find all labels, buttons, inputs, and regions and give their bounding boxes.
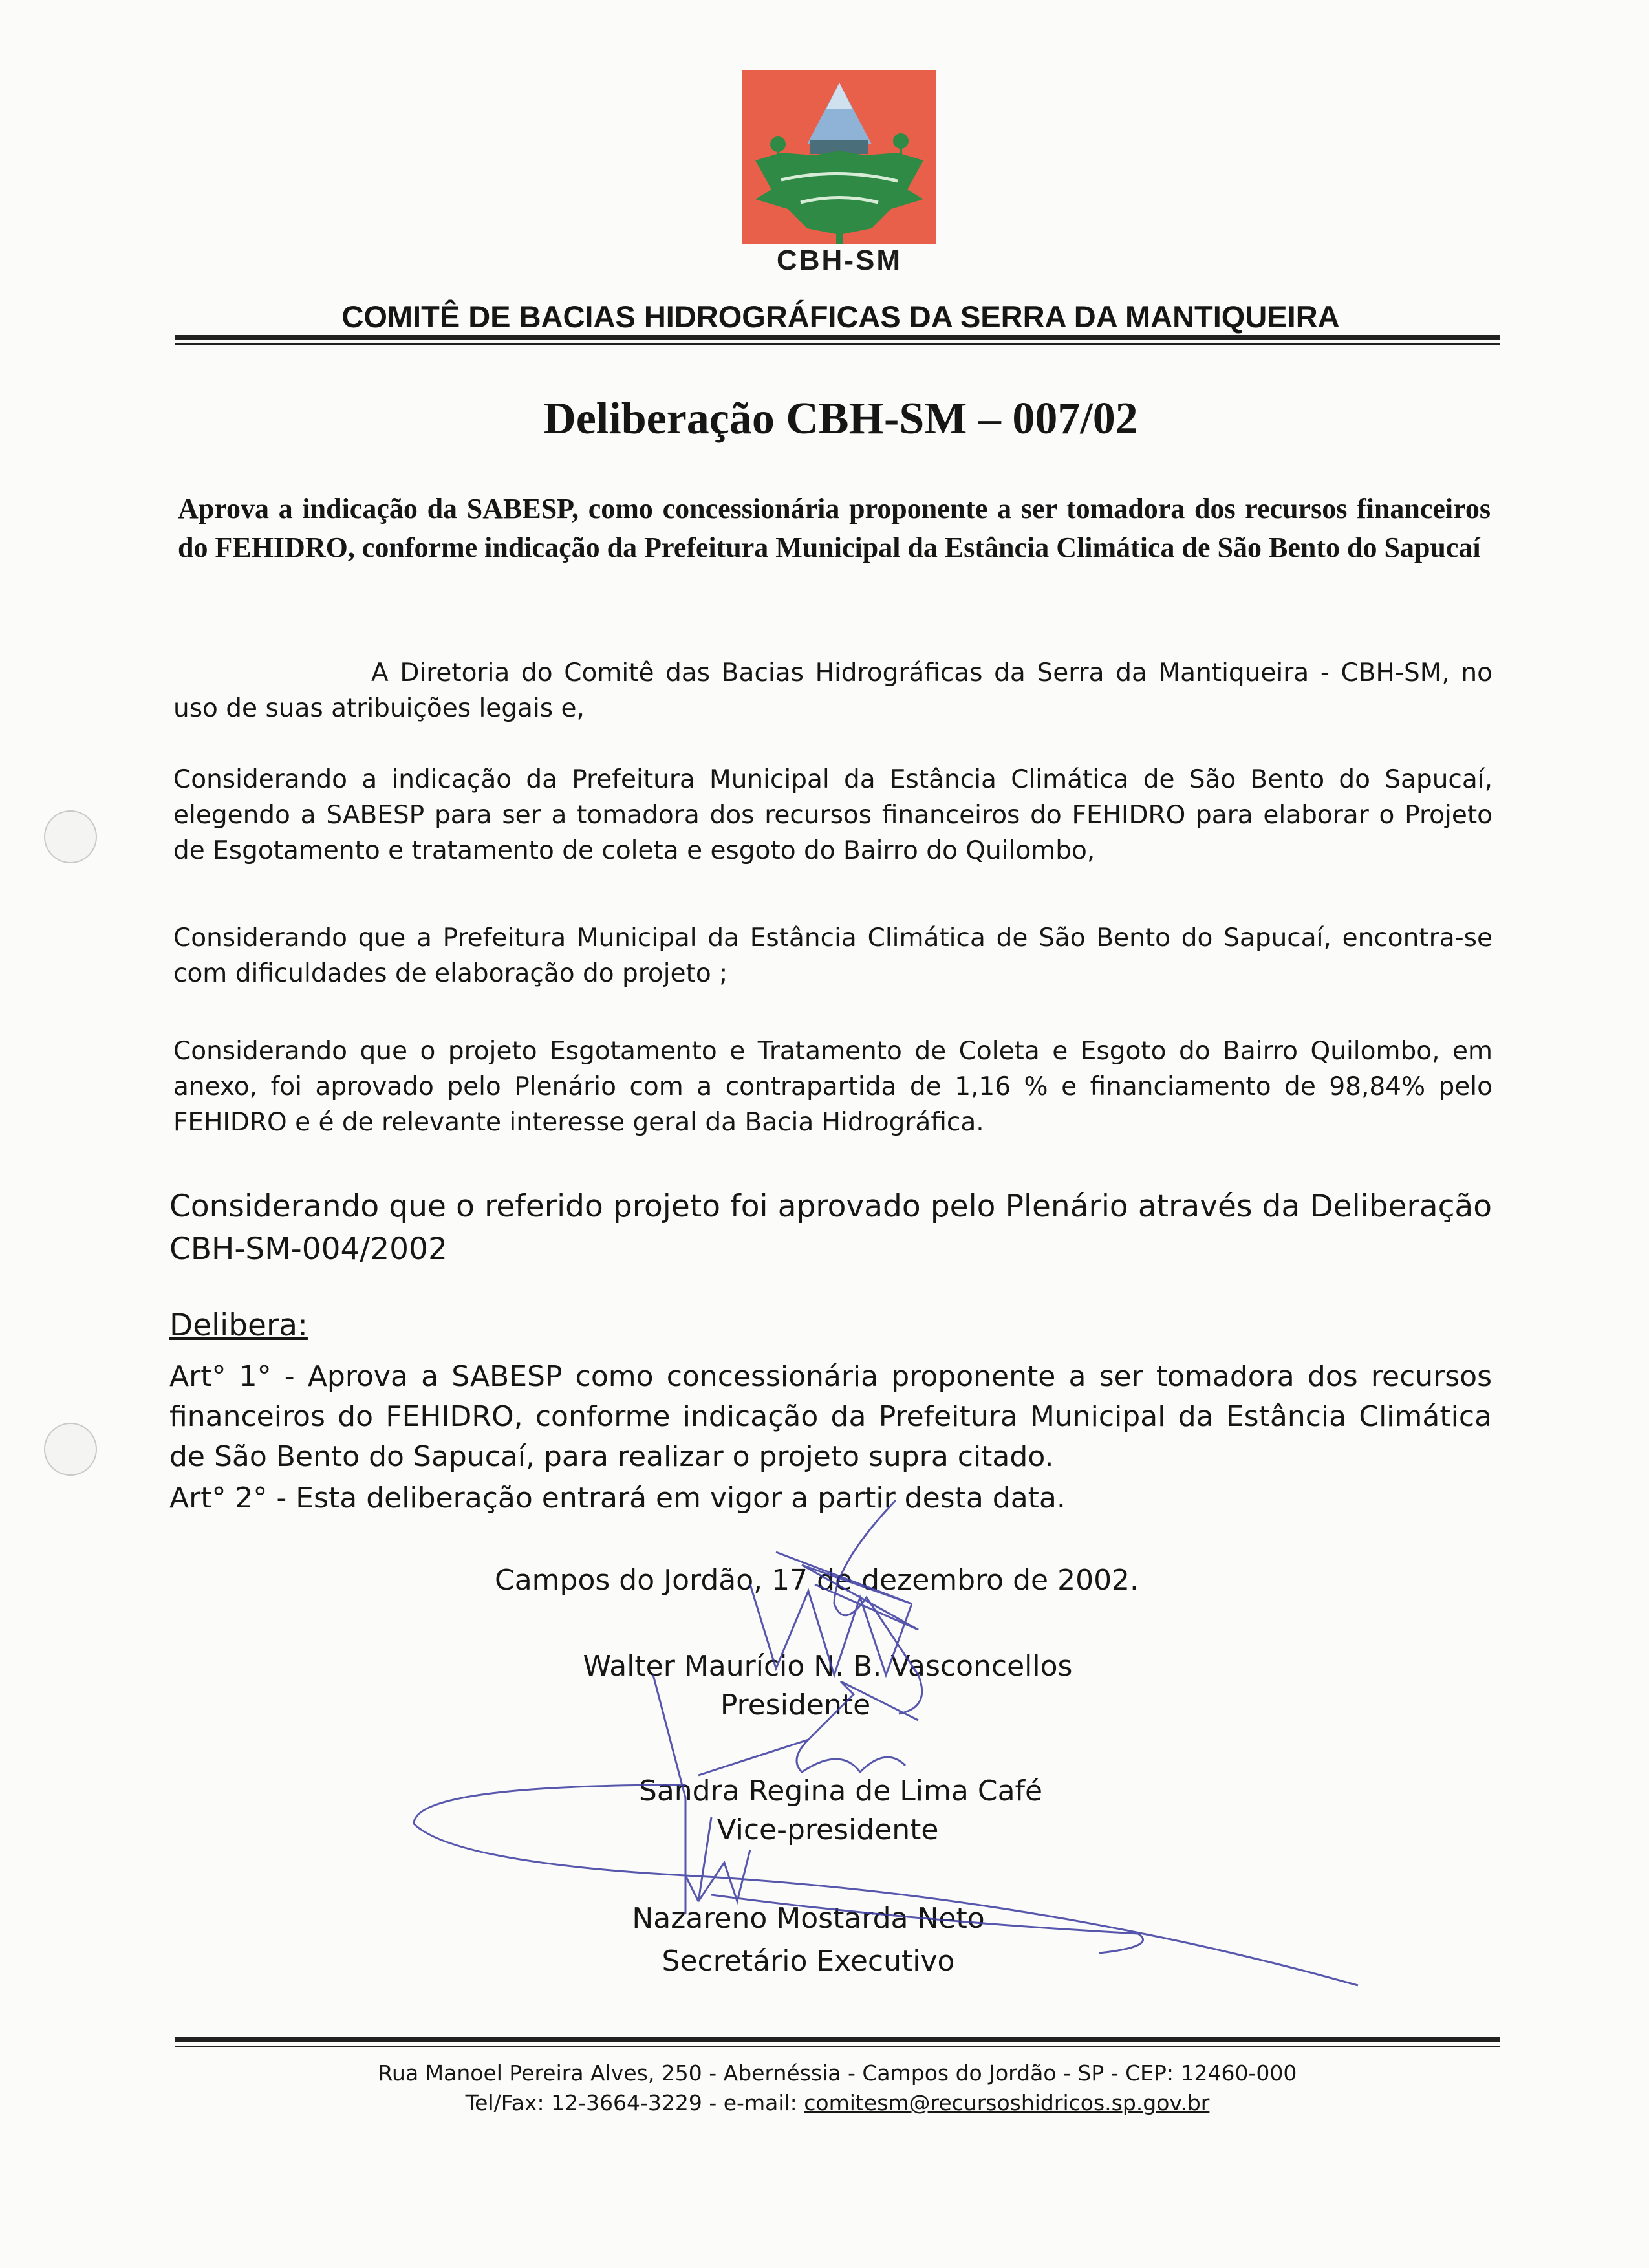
organization-name: COMITÊ DE BACIAS HIDROGRÁFICAS DA SERRA DA MANTIQUEIRA: [341, 299, 1340, 334]
considerando-paragraph: Considerando que o referido projeto foi aprovado pelo Plenário através da Deliberação CBH-SM-004/2002: [169, 1189, 1492, 1267]
signatory-name: Nazareno Mostarda Neto: [632, 1902, 985, 1935]
considerando-paragraph: Considerando que a Prefeitura Municipal da Estância Climática de São Bento do Sapucaí, encontra-se com dificuldades de elaboração do projeto ;: [173, 923, 1493, 988]
logo-caption: CBH-SM: [777, 244, 902, 276]
intro-paragraph: A Diretoria do Comitê das Bacias Hidrográficas da Serra da Mantiqueira - CBH-SM, no uso de suas atribuições legais e,: [173, 658, 1493, 723]
punch-hole: [44, 1423, 97, 1476]
document-summary: Aprova a indicação da SABESP, como concessionária proponente a ser tomadora dos recursos financeiros do FEHIDRO, conforme indicação da Prefeitura Municipal da Estância Climática de São Bento do Sapucaí: [178, 493, 1491, 563]
article-1: Art° 1° - Aprova a SABESP como concessionária proponente a ser tomadora dos recursos financeiros do FEHIDRO, conforme indicação da Prefeitura Municipal da Estância Climática de São Bento do Sapucaí, para realizar o projeto supra citado.: [169, 1360, 1492, 1473]
footer-contact: [175, 2090, 1500, 2115]
article-2: Art° 2° - Esta deliberação entrará em vigor a partir desta data.: [169, 1482, 1066, 1515]
signatory-name: Walter Maurício N. B. Vasconcellos: [583, 1650, 1073, 1683]
footer-rule: [175, 2037, 1500, 2042]
place-date: Campos do Jordão, 17 de dezembro de 2002.: [495, 1564, 1139, 1597]
email-link[interactable]: comitesm@recursoshidricos.sp.gov.br: [804, 2090, 1210, 2115]
signatory-role: Secretário Executivo: [662, 1945, 955, 1978]
header-rule: [175, 335, 1500, 340]
delibera-heading: Delibera:: [169, 1308, 308, 1343]
considerando-paragraph: Considerando a indicação da Prefeitura Municipal da Estância Climática de São Bento do Sapucaí, elegendo a SABESP para ser a tomadora dos recursos financeiros do FEHIDRO para elaborar o Projeto de Esgotamento e tratamento de coleta e esgoto do Bairro do Quilombo,: [173, 765, 1493, 865]
footer-phone: Tel/Fax: 12-3664-3229 - e-mail:: [465, 2090, 804, 2115]
document-title: Deliberação CBH-SM – 007/02: [543, 394, 1138, 444]
punch-hole: [44, 810, 97, 863]
header-rule-thin: [175, 343, 1500, 345]
footer-address: Rua Manoel Pereira Alves, 250 - Abernéssia - Campos do Jordão - SP - CEP: 12460-000: [378, 2060, 1297, 2086]
signatory-role: Presidente: [720, 1689, 871, 1722]
considerando-paragraph: Considerando que o projeto Esgotamento e Tratamento de Coleta e Esgoto do Bairro Quilombo, em anexo, foi aprovado pelo Plenário com a contrapartida de 1,16 % e financiamento de 98,84% pelo FEHIDRO e é de relevante interesse geral da Bacia Hidrográfica.: [173, 1037, 1493, 1137]
cbh-sm-logo: [742, 70, 936, 267]
signatory-role: Vice-presidente: [717, 1813, 939, 1846]
signatory-name: Sandra Regina de Lima Café: [638, 1775, 1043, 1808]
footer-rule-thin: [175, 2046, 1500, 2047]
